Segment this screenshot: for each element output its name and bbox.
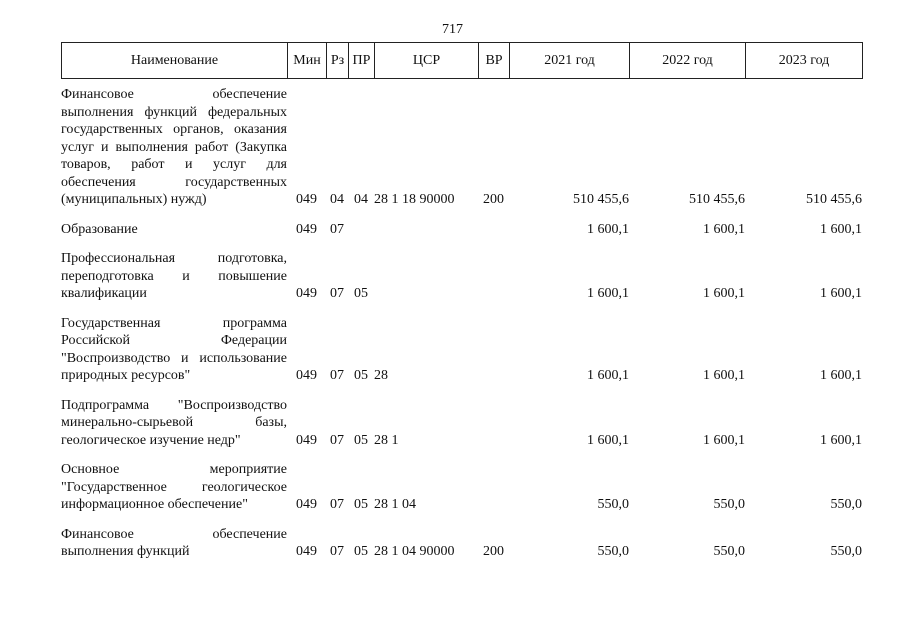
row-name: Финансовое обеспечение выполнения функций федеральных государственных органов, оказания услуг и выполнения работ (Закупка товаров, работ и услуг для обеспечения государственных (муниципальных) нужд) (61, 87, 287, 207)
row-name: Профессиональная подготовка, переподготовка и повышение квалификации (61, 251, 287, 301)
row-min: 049 (296, 286, 317, 301)
row-2022: 1 600,1 (703, 368, 745, 383)
row-2022: 1 600,1 (703, 286, 745, 301)
row-rz: 07 (330, 368, 344, 383)
table-row (61, 315, 862, 397)
header-vr: ВР (479, 43, 510, 79)
row-min: 049 (296, 432, 317, 448)
row-min: 049 (296, 221, 317, 237)
row-pr: 05 (354, 544, 368, 559)
row-2022: 550,0 (713, 544, 745, 559)
row-vr (478, 250, 509, 315)
header-2022: 2022 год (630, 43, 746, 79)
row-csr: 28 1 04 (374, 497, 416, 512)
row-rz: 07 (330, 432, 344, 448)
row-2023: 1 600,1 (820, 432, 862, 448)
row-pr: 05 (354, 497, 368, 512)
row-rz: 07 (330, 544, 344, 559)
row-2021: 550,0 (597, 544, 629, 559)
row-name: Основное мероприятие "Государственное геологическое информационное обеспечение" (61, 462, 287, 512)
row-vr (478, 397, 509, 462)
row-csr (374, 250, 478, 315)
row-pr: 04 (354, 192, 368, 207)
header-name: Наименование (62, 43, 288, 79)
row-vr (478, 461, 509, 526)
header-csr: ЦСР (375, 43, 479, 79)
page-number: 717 (442, 22, 463, 37)
table-row (61, 461, 862, 526)
row-2023: 1 600,1 (820, 286, 862, 301)
table-row (61, 221, 862, 251)
header-2023: 2023 год (746, 43, 863, 79)
row-rz: 07 (330, 286, 344, 301)
row-pr: 05 (354, 286, 368, 301)
table-header (61, 42, 863, 79)
row-csr: 28 1 (374, 432, 399, 448)
table-row (61, 526, 862, 573)
header-pr: ПР (349, 43, 375, 79)
budget-table (61, 86, 862, 573)
row-2023: 1 600,1 (820, 221, 862, 237)
header-min: Мин (288, 43, 327, 79)
row-2023: 1 600,1 (820, 368, 862, 383)
row-2021: 1 600,1 (587, 286, 629, 301)
row-2022: 1 600,1 (703, 221, 745, 237)
row-vr (478, 221, 509, 251)
row-2022: 510 455,6 (689, 192, 745, 207)
row-2021: 1 600,1 (587, 368, 629, 383)
row-2021: 1 600,1 (587, 432, 629, 448)
row-csr: 28 1 04 90000 (374, 544, 455, 559)
row-min: 049 (296, 544, 317, 559)
row-name: Подпрограмма "Воспроизводство минерально-сырьевой базы, геологическое изучение недр" (61, 397, 287, 448)
row-csr: 28 (374, 368, 388, 383)
row-name: Образование (61, 221, 138, 237)
row-2022: 1 600,1 (703, 432, 745, 448)
row-pr (348, 221, 374, 251)
row-2022: 550,0 (713, 497, 745, 512)
row-name: Финансовое обеспечение выполнения функций (61, 526, 287, 559)
header-rz: Рз (327, 43, 349, 79)
header-2021: 2021 год (510, 43, 630, 79)
row-rz: 07 (330, 221, 344, 237)
row-2023: 550,0 (830, 544, 862, 559)
row-pr: 05 (354, 432, 368, 448)
row-vr: 200 (483, 192, 504, 207)
row-name: Государственная программа Российской Федерации "Воспроизводство и использование природных ресурсов" (61, 315, 287, 383)
row-vr (478, 315, 509, 397)
row-2021: 550,0 (597, 497, 629, 512)
row-2021: 510 455,6 (573, 192, 629, 207)
row-pr: 05 (354, 368, 368, 383)
table-row (61, 86, 862, 221)
row-min: 049 (296, 368, 317, 383)
row-2021: 1 600,1 (587, 221, 629, 237)
row-2023: 510 455,6 (806, 192, 862, 207)
table-row (61, 397, 862, 462)
row-2023: 550,0 (830, 497, 862, 512)
table-row (61, 250, 862, 315)
row-vr: 200 (483, 544, 504, 559)
row-min: 049 (296, 192, 317, 207)
row-rz: 07 (330, 497, 344, 512)
row-min: 049 (296, 497, 317, 512)
row-csr: 28 1 18 90000 (374, 192, 455, 207)
row-rz: 04 (330, 192, 344, 207)
row-csr (374, 221, 478, 251)
